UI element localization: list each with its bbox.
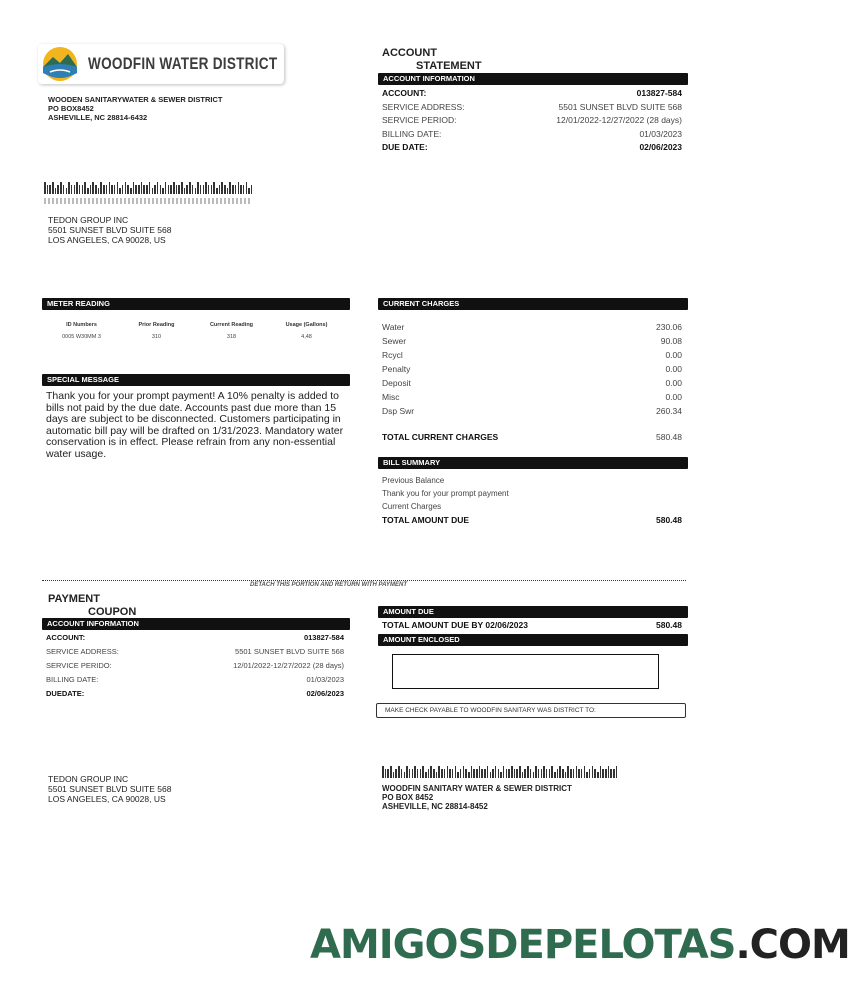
barcode-bar [138, 185, 140, 194]
barcode-bar [406, 766, 408, 778]
meter-prior: 310 [151, 334, 162, 340]
barcode-bar [616, 766, 618, 778]
barcode-bar [227, 188, 229, 194]
barcode-bar [449, 769, 451, 778]
meter-id: 0005 W30MM 3 [62, 334, 101, 340]
barcode-bar [602, 769, 604, 778]
barcode-bar [436, 772, 438, 778]
info-row [382, 102, 682, 112]
barcode-bar [243, 185, 245, 194]
detach-line [42, 580, 686, 581]
barcode-bar [385, 769, 387, 778]
footer-brand-tld: .COM [735, 922, 850, 968]
barcode-bar [76, 182, 78, 194]
barcode-bar [586, 772, 588, 778]
info-row-label: BILLING DATE: [382, 128, 442, 139]
barcode-bar [84, 182, 86, 194]
info-row-label: Water [382, 322, 405, 332]
detach-text: DETACH THIS PORTION AND RETURN WITH PAYMENT [250, 582, 407, 588]
info-row-value: 0.00 [665, 350, 682, 360]
barcode-bar [541, 769, 543, 778]
barcode-bar [63, 185, 65, 194]
barcode-bar [425, 772, 427, 778]
barcode-bar [430, 766, 432, 778]
footer-brand-main: AMIGOSDEPELOTAS [310, 922, 736, 968]
barcode-bar [213, 182, 215, 194]
barcode-bar [57, 185, 59, 194]
barcode-bar [519, 766, 521, 778]
barcode-bar [516, 769, 518, 778]
barcode-bar [387, 769, 389, 778]
footer-brand [310, 922, 850, 968]
company-address [48, 95, 222, 122]
barcode-bar [157, 182, 159, 194]
barcode-bar [173, 182, 175, 194]
barcode-bar [592, 766, 594, 778]
barcode-bar [146, 185, 148, 194]
info-row-label: SERVICE PERIDO: [46, 661, 112, 670]
barcode-bar [476, 769, 478, 778]
special-message-text: Thank you for your prompt payment! A 10% penalty is added to bills not paid by the due date. Accounts past due more than 15 days are subject to be disconnected. Customers participating in automatic bill pay will be drafted on 1/31/2023. Mandatory water conservation is in effect. Please refrain from any non-essential water usage. [46, 390, 344, 460]
barcode-bar [44, 182, 46, 194]
barcode-bar [600, 766, 602, 778]
barcode-bar [127, 185, 129, 194]
remit-barcode-icon [382, 766, 619, 778]
amount-enclosed-header: AMOUNT ENCLOSED [378, 634, 688, 646]
barcode-bar [508, 769, 510, 778]
barcode-bar [248, 188, 250, 194]
barcode-bar [47, 185, 49, 194]
barcode-bar [422, 766, 424, 778]
barcode-bar [221, 182, 223, 194]
info-row-value: 5501 SUNSET BLVD SUITE 568 [558, 101, 682, 112]
barcode-bar [465, 769, 467, 778]
barcode-bar [117, 182, 119, 194]
barcode-bar [224, 185, 226, 194]
barcode-bar [203, 185, 205, 194]
total-current-charges-value: 580.48 [656, 432, 682, 442]
info-row-label: Dsp Swr [382, 406, 415, 416]
info-row [46, 647, 344, 656]
barcode-bar [393, 772, 395, 778]
barcode-bar [246, 182, 248, 194]
info-row [382, 115, 682, 125]
barcode-bar [455, 766, 457, 778]
account-info-header: ACCOUNT INFORMATION [378, 73, 688, 85]
barcode-bar [68, 182, 70, 194]
barcode-caption [44, 198, 250, 204]
barcode-bar [176, 185, 178, 194]
thank-you-line: Thank you for your prompt payment [382, 489, 509, 498]
info-row [46, 661, 344, 670]
barcode-bar [565, 772, 567, 778]
barcode-bar [197, 182, 199, 194]
barcode-bar [557, 769, 559, 778]
barcode-bar [543, 766, 545, 778]
info-row-value: 260.34 [656, 406, 682, 416]
barcode-bar [125, 182, 127, 194]
coupon-customer-address [48, 774, 171, 804]
info-row-value: 0.00 [665, 378, 682, 388]
company-address-line1: PO BOX8452 [48, 104, 94, 113]
barcode-bar [109, 182, 111, 194]
barcode-bar [106, 185, 108, 194]
barcode-bar [530, 769, 532, 778]
barcode-bar [551, 766, 553, 778]
customer-name: TEDON GROUP INC [48, 215, 129, 225]
barcode-bar [219, 185, 221, 194]
barcode-bar [71, 185, 73, 194]
meter-table-row [44, 334, 344, 340]
barcode-bar [581, 769, 583, 778]
barcode-bar [524, 769, 526, 778]
barcode-bar [55, 188, 57, 194]
coupon-customer-name: TEDON GROUP INC [48, 774, 129, 784]
customer-address-line1: 5501 SUNSET BLVD SUITE 568 [48, 225, 172, 235]
barcode-bar [181, 182, 183, 194]
info-row [382, 142, 682, 152]
barcode-bar [492, 769, 494, 778]
barcode-bar [168, 185, 170, 194]
info-row [382, 129, 682, 139]
barcode-bar [114, 185, 116, 194]
barcode-bar [211, 185, 213, 194]
current-charges-label: Current Charges [382, 502, 442, 511]
info-row-label: Penalty [382, 364, 411, 374]
barcode-bar [417, 769, 419, 778]
barcode-bar [229, 182, 231, 194]
barcode-bar [251, 185, 253, 194]
barcode-bar [133, 182, 135, 194]
barcode-bar [447, 766, 449, 778]
barcode-bar [404, 772, 406, 778]
barcode-bar [463, 766, 465, 778]
barcode-bar [471, 766, 473, 778]
barcode-bar [152, 188, 154, 194]
barcode-bar [401, 769, 403, 778]
barcode-bar [444, 769, 446, 778]
barcode-bar [98, 188, 100, 194]
info-row-value: 013827-584 [636, 88, 682, 98]
barcode-bar [535, 766, 537, 778]
barcode-bar [49, 185, 51, 194]
barcode-bar [390, 766, 392, 778]
amount-enclosed-box[interactable] [392, 654, 659, 689]
remit-name: WOODFIN SANITARY WATER & SEWER DISTRICT [382, 784, 572, 793]
barcode-bar [66, 188, 68, 194]
info-row-label: Misc [382, 392, 400, 402]
coupon-customer-address-line1: 5501 SUNSET BLVD SUITE 568 [48, 784, 172, 794]
total-current-charges [382, 432, 682, 442]
barcode-bar [576, 766, 578, 778]
barcode-bar [165, 182, 167, 194]
barcode-bar [452, 769, 454, 778]
barcode-bar [487, 766, 489, 778]
bill-summary-lines [382, 474, 509, 513]
meter-table-head [44, 322, 344, 328]
barcode-bar [95, 185, 97, 194]
barcode-bar [533, 772, 535, 778]
amount-due-header: AMOUNT DUE [378, 606, 688, 618]
info-row-value: 02/06/2023 [306, 689, 344, 698]
bill-summary-header: BILL SUMMARY [378, 457, 688, 469]
current-charges-header: CURRENT CHARGES [378, 298, 688, 310]
info-row-value: 230.06 [656, 322, 682, 332]
info-row [382, 364, 682, 374]
meter-col-prior: Prior Reading [138, 322, 175, 328]
info-row [46, 689, 344, 698]
info-row-value: 0.00 [665, 392, 682, 402]
customer-address-line2: LOS ANGELES, CA 90028, US [48, 235, 166, 245]
info-row [382, 392, 682, 402]
info-row-label: BILLING DATE: [46, 675, 99, 684]
info-row [382, 406, 682, 416]
info-row-value: 02/06/2023 [639, 142, 682, 152]
barcode-bar [154, 185, 156, 194]
coupon-title-line1: PAYMENT [48, 593, 100, 605]
total-amount-due-label: TOTAL AMOUNT DUE [382, 515, 470, 525]
amount-due-row [382, 620, 682, 630]
barcode-bar [74, 185, 76, 194]
previous-balance-label: Previous Balance [382, 476, 445, 485]
barcode-bar [457, 772, 459, 778]
info-row-label: ACCOUNT: [46, 633, 86, 642]
info-row-label: ACCOUNT: [382, 88, 427, 98]
meter-current: 318 [226, 334, 237, 340]
barcode-bar [160, 185, 162, 194]
barcode-icon [44, 182, 254, 194]
barcode-bar [141, 182, 143, 194]
info-row [46, 675, 344, 684]
payable-note: MAKE CHECK PAYABLE TO WOODFIN SANITARY WAS DISTRICT TO: [376, 703, 686, 718]
info-row [382, 88, 682, 98]
barcode-bar [441, 769, 443, 778]
amount-due-value: 580.48 [656, 620, 682, 630]
barcode-bar [395, 769, 397, 778]
remit-address-line2: ASHEVILLE, NC 28814-8452 [382, 802, 488, 811]
barcode-bar [398, 766, 400, 778]
barcode-bar [484, 769, 486, 778]
coupon-title-line2: COUPON [88, 606, 137, 618]
barcode-bar [570, 769, 572, 778]
company-logo [38, 44, 284, 84]
coupon-customer-address-line2: LOS ANGELES, CA 90028, US [48, 794, 166, 804]
meter-col-current: Current Reading [209, 322, 254, 328]
barcode-bar [420, 769, 422, 778]
special-message-header: SPECIAL MESSAGE [42, 374, 350, 386]
barcode-bar [192, 185, 194, 194]
barcode-bar [238, 182, 240, 194]
barcode-bar [438, 766, 440, 778]
statement-title-line1: ACCOUNT [382, 47, 437, 59]
barcode-bar [119, 188, 121, 194]
company-name: WOODEN SANITARYWATER & SEWER DISTRICT [48, 95, 223, 104]
barcode-bar [122, 185, 124, 194]
barcode-bar [409, 769, 411, 778]
barcode-bar [60, 182, 62, 194]
meter-col-usage: Usage (Gallons) [285, 322, 328, 328]
barcode-bar [468, 772, 470, 778]
meter-reading-header: METER READING [42, 298, 350, 310]
barcode-bar [506, 769, 508, 778]
info-row-value: 01/03/2023 [639, 128, 682, 139]
barcode-bar [200, 185, 202, 194]
info-row [382, 322, 682, 332]
barcode-bar [498, 769, 500, 778]
barcode-bar [100, 182, 102, 194]
barcode-bar [567, 766, 569, 778]
info-row [382, 378, 682, 388]
info-row [46, 633, 344, 642]
barcode-bar [208, 185, 210, 194]
logo-text: WOODFIN WATER DISTRICT [88, 54, 278, 73]
barcode-bar [87, 188, 89, 194]
barcode-bar [479, 766, 481, 778]
barcode-bar [562, 769, 564, 778]
meter-table [44, 322, 344, 340]
info-row-value: 12/01/2022-12/27/2022 (28 days) [233, 661, 344, 670]
barcode-bar [546, 769, 548, 778]
total-current-charges-label: TOTAL CURRENT CHARGES [382, 432, 499, 442]
barcode-bar [473, 769, 475, 778]
barcode-bar [135, 185, 137, 194]
barcode-bar [130, 188, 132, 194]
info-row-value: 01/03/2023 [306, 675, 344, 684]
amount-due-label: TOTAL AMOUNT DUE BY 02/06/2023 [382, 620, 528, 630]
barcode-bar [382, 766, 384, 778]
meter-usage: 4,48 [301, 334, 312, 340]
info-row-label: Sewer [382, 336, 407, 346]
barcode-bar [186, 185, 188, 194]
barcode-bar [495, 766, 497, 778]
barcode-bar [412, 769, 414, 778]
coupon-account-info-header: ACCOUNT INFORMATION [42, 618, 350, 630]
barcode-bar [170, 185, 172, 194]
barcode-bar [503, 766, 505, 778]
remit-address [382, 784, 572, 811]
info-row-value: 5501 SUNSET BLVD SUITE 568 [235, 647, 344, 656]
barcode-bar [433, 769, 435, 778]
barcode-bar [578, 769, 580, 778]
mountain-water-logo-icon [38, 45, 82, 83]
barcode-bar [605, 769, 607, 778]
barcode-bar [79, 185, 81, 194]
meter-col-id: ID Numbers [66, 322, 97, 328]
barcode-bar [143, 185, 145, 194]
info-row-label: Rcycl [382, 350, 403, 360]
remit-address-line1: PO BOX 8452 [382, 793, 434, 802]
barcode-bar [500, 772, 502, 778]
total-amount-due-value: 580.48 [656, 515, 682, 525]
barcode-bar [559, 766, 561, 778]
barcode-bar [514, 769, 516, 778]
barcode-bar [573, 769, 575, 778]
info-row-label: SERVICE ADDRESS: [46, 647, 119, 656]
barcode-bar [195, 188, 197, 194]
barcode-bar [52, 182, 54, 194]
total-amount-due [382, 515, 682, 525]
barcode-bar [414, 766, 416, 778]
barcode-bar [538, 769, 540, 778]
info-row-value: 013827-584 [303, 633, 344, 642]
barcode-bar [490, 772, 492, 778]
barcode-bar [178, 185, 180, 194]
barcode-bar [235, 185, 237, 194]
info-row-label: SERVICE PERIOD: [382, 115, 457, 125]
info-row-label: SERVICE ADDRESS: [382, 101, 465, 112]
barcode-bar [584, 766, 586, 778]
barcode-bar [162, 188, 164, 194]
info-row-value: 0.00 [665, 364, 682, 374]
barcode-bar [216, 188, 218, 194]
barcode-bar [594, 769, 596, 778]
barcode-bar [111, 185, 113, 194]
company-address-line2: ASHEVILLE, NC 28814-6432 [48, 113, 148, 122]
barcode-bar [460, 769, 462, 778]
barcode-bar [205, 182, 207, 194]
barcode-bar [589, 769, 591, 778]
barcode-bar [90, 185, 92, 194]
barcode-bar [428, 769, 430, 778]
customer-address [48, 215, 171, 245]
barcode-bar [103, 185, 105, 194]
barcode-bar [184, 188, 186, 194]
barcode-bar [189, 182, 191, 194]
barcode-bar [522, 772, 524, 778]
barcode-bar [610, 769, 612, 778]
barcode-bar [613, 769, 615, 778]
info-row-label: DUEDATE: [46, 689, 85, 698]
barcode-bar [527, 766, 529, 778]
barcode-bar [549, 769, 551, 778]
info-row [382, 350, 682, 360]
barcode-bar [240, 185, 242, 194]
barcode-bar [92, 182, 94, 194]
barcode-bar [608, 766, 610, 778]
info-row-value: 90.08 [660, 336, 682, 346]
info-row-label: Deposit [382, 378, 411, 388]
barcode-bar [597, 772, 599, 778]
barcode-bar [82, 185, 84, 194]
info-row-value: 12/01/2022-12/27/2022 (28 days) [556, 115, 682, 125]
barcode-bar [554, 772, 556, 778]
barcode-bar [149, 182, 151, 194]
barcode-bar [481, 769, 483, 778]
statement-title-line2: STATEMENT [416, 60, 482, 72]
barcode-bar [511, 766, 513, 778]
barcode-bar [232, 185, 234, 194]
info-row [382, 336, 682, 346]
info-row-label: DUE DATE: [382, 142, 428, 152]
